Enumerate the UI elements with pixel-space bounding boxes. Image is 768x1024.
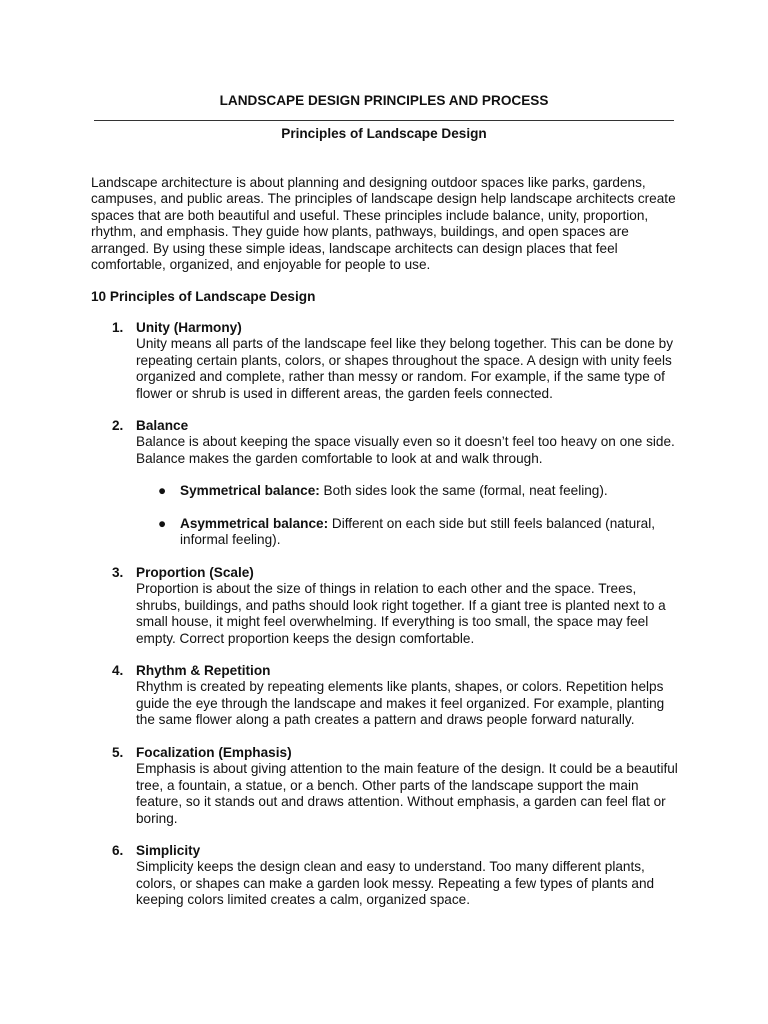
section-heading: 10 Principles of Landscape Design <box>91 289 316 304</box>
bullet-icon: ● <box>158 483 167 498</box>
principle-body: Rhythm is created by repeating elements like plants, shapes, or colors. Repetition helps guide the eye through the landscape and makes it feel organized. For example, planting the same flower along a path creates a pattern and draws people forward naturally. <box>136 679 665 728</box>
principle-number: 3. <box>112 565 124 580</box>
bullet-text <box>180 516 678 549</box>
principle-number: 6. <box>112 843 124 858</box>
bullet-description: Different on each side but still feels balanced (natural, informal feeling). <box>180 516 656 548</box>
bullet-label: Symmetrical balance: <box>180 483 320 498</box>
principle-number: 1. <box>112 320 124 335</box>
principle-simplicity <box>112 843 682 909</box>
principle-unity <box>112 320 682 402</box>
principle-focalization <box>112 745 682 827</box>
principle-title: Unity (Harmony) <box>136 320 242 335</box>
principle-body: Balance is about keeping the space visually even so it doesn’t feel too heavy on one side. Balance makes the garden comfortable to look at and walk through. <box>136 434 675 466</box>
principle-body: Simplicity keeps the design clean and easy to understand. Too many different plants, colors, or shapes can make a garden look messy. Repeating a few types of plants and keeping colors limited creates a calm, organized space. <box>136 859 655 908</box>
principle-number: 2. <box>112 418 124 433</box>
principle-rhythm <box>112 663 682 729</box>
principle-body: Emphasis is about giving attention to the main feature of the design. It could be a beautiful tree, a fountain, a statue, or a bench. Other parts of the landscape support the main feature, so it stands out and draws attention. Without emphasis, a garden can feel flat or boring. <box>136 761 678 826</box>
principle-title: Simplicity <box>136 843 201 858</box>
principle-title: Focalization (Emphasis) <box>136 745 292 760</box>
bullet-symmetrical-balance <box>158 483 678 499</box>
title-divider <box>94 120 674 121</box>
principle-balance <box>112 418 682 467</box>
bullet-icon: ● <box>158 516 167 531</box>
intro-paragraph: Landscape architecture is about planning and designing outdoor spaces like parks, gardens, campuses, and public areas. The principles of landscape design help landscape architects create spaces that are both beautiful and useful. These principles include balance, unity, proportion, rhythm, and emphasis. They guide how plants, pathways, buildings, and open spaces are arranged. By using these simple ideas, landscape architects can design places that feel comfortable, organized, and enjoyable for people to use. <box>91 175 676 273</box>
bullet-description: Both sides look the same (formal, neat feeling). <box>319 483 608 498</box>
principle-title: Proportion (Scale) <box>136 565 254 580</box>
principle-number: 5. <box>112 745 124 760</box>
principle-title: Rhythm & Repetition <box>136 663 271 678</box>
bullet-asymmetrical-balance <box>158 516 678 549</box>
principle-proportion <box>112 565 682 647</box>
principle-number: 4. <box>112 663 124 678</box>
principle-title: Balance <box>136 418 189 433</box>
principle-body: Proportion is about the size of things in relation to each other and the space. Trees, shrubs, buildings, and paths should look right together. If a giant tree is planted next to a small house, it might feel overwhelming. If everything is too small, the space may feel empty. Correct proportion keeps the design comfortable. <box>136 581 666 646</box>
document-subtitle: Principles of Landscape Design <box>281 126 487 141</box>
principle-body: Unity means all parts of the landscape feel like they belong together. This can be done by repeating certain plants, colors, or shapes throughout the space. A design with unity feels organized and complete, rather than messy or random. For example, if the same type of flower or shrub is used in different areas, the garden feels connected. <box>136 336 674 401</box>
document-title: LANDSCAPE DESIGN PRINCIPLES AND PROCESS <box>219 93 549 108</box>
bullet-text <box>180 483 678 499</box>
bullet-label: Asymmetrical balance: <box>180 516 329 531</box>
